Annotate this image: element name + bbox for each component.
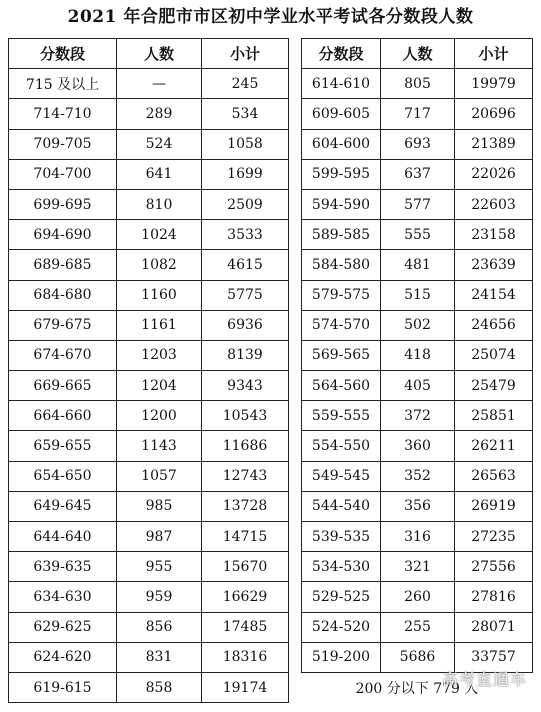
cell-subtotal: 4615 <box>202 250 289 280</box>
cell-score-range: 534-530 <box>302 552 381 582</box>
cell-score-range: 559-555 <box>302 401 381 431</box>
cell-score-range: 669-665 <box>9 371 117 401</box>
table-row <box>302 582 533 612</box>
cell-score-range: 704-700 <box>9 159 117 189</box>
table-row <box>302 69 533 99</box>
cell-subtotal: 28071 <box>455 612 533 642</box>
table-row <box>9 99 289 129</box>
cell-subtotal: 26919 <box>455 491 533 521</box>
cell-count: 805 <box>381 69 455 99</box>
table-row <box>302 250 533 280</box>
cell-count: 260 <box>381 582 455 612</box>
cell-subtotal: 20696 <box>455 99 533 129</box>
cell-count: 1057 <box>117 461 202 491</box>
cell-count: 1082 <box>117 250 202 280</box>
cell-score-range: 659-655 <box>9 431 117 461</box>
header-count: 人数 <box>117 39 202 69</box>
cell-score-range: 544-540 <box>302 491 381 521</box>
cell-count: 1203 <box>117 340 202 370</box>
table-row <box>9 461 289 491</box>
cell-subtotal: 27235 <box>455 522 533 552</box>
cell-count: 481 <box>381 250 455 280</box>
cell-count: 5686 <box>381 642 455 672</box>
table-row <box>9 642 289 672</box>
cell-score-range: 554-550 <box>302 431 381 461</box>
table-row <box>302 280 533 310</box>
cell-count: 856 <box>117 612 202 642</box>
table-row <box>9 310 289 340</box>
cell-subtotal: 27816 <box>455 582 533 612</box>
cell-subtotal: 26563 <box>455 461 533 491</box>
header-count: 人数 <box>381 39 455 69</box>
cell-count: 316 <box>381 522 455 552</box>
cell-count: 289 <box>117 99 202 129</box>
cell-score-range: 634-630 <box>9 582 117 612</box>
table-row <box>9 220 289 250</box>
cell-score-range: 594-590 <box>302 189 381 219</box>
cell-subtotal: 21389 <box>455 129 533 159</box>
cell-subtotal: 534 <box>202 99 289 129</box>
cell-score-range: 574-570 <box>302 310 381 340</box>
cell-count: 321 <box>381 552 455 582</box>
table-row <box>9 189 289 219</box>
page-title: 2021 年合肥市市区初中学业水平考试各分数段人数 <box>67 7 474 27</box>
table-header-row <box>9 39 289 69</box>
cell-subtotal: 9343 <box>202 371 289 401</box>
cell-subtotal: 3533 <box>202 220 289 250</box>
cell-score-range: 709-705 <box>9 129 117 159</box>
cell-score-range: 529-525 <box>302 582 381 612</box>
cell-score-range: 674-670 <box>9 340 117 370</box>
cell-score-range: 564-560 <box>302 371 381 401</box>
cell-subtotal: 15670 <box>202 552 289 582</box>
score-table-right <box>301 38 533 703</box>
table-row <box>302 491 533 521</box>
cell-count: 502 <box>381 310 455 340</box>
cell-subtotal: 19979 <box>455 69 533 99</box>
cell-subtotal: 17485 <box>202 612 289 642</box>
cell-count: 1200 <box>117 401 202 431</box>
cell-count: 360 <box>381 431 455 461</box>
cell-score-range: 644-640 <box>9 522 117 552</box>
cell-score-range: 549-545 <box>302 461 381 491</box>
cell-count: 524 <box>117 129 202 159</box>
cell-score-range: 679-675 <box>9 310 117 340</box>
cell-subtotal: 19174 <box>202 672 289 702</box>
cell-count: 352 <box>381 461 455 491</box>
cell-subtotal: 24154 <box>455 280 533 310</box>
cell-count: 1161 <box>117 310 202 340</box>
cell-count: 831 <box>117 642 202 672</box>
cell-subtotal: 23158 <box>455 220 533 250</box>
table-row <box>302 129 533 159</box>
cell-score-range: 539-535 <box>302 522 381 552</box>
cell-subtotal: 18316 <box>202 642 289 672</box>
cell-score-range: 684-680 <box>9 280 117 310</box>
cell-score-range: 609-605 <box>302 99 381 129</box>
table-row <box>302 371 533 401</box>
cell-score-range: 639-635 <box>9 552 117 582</box>
cell-subtotal: 22603 <box>455 189 533 219</box>
table-row <box>302 99 533 129</box>
cell-score-range: 614-610 <box>302 69 381 99</box>
table-row <box>9 250 289 280</box>
table-row <box>9 491 289 521</box>
cell-score-range: 579-575 <box>302 280 381 310</box>
table-row <box>9 552 289 582</box>
header-score-range: 分数段 <box>9 39 117 69</box>
table-row <box>9 159 289 189</box>
footer-note: 200 分以下 779 人 <box>302 672 533 702</box>
cell-score-range: 604-600 <box>302 129 381 159</box>
cell-subtotal: 25851 <box>455 401 533 431</box>
cell-count: 418 <box>381 340 455 370</box>
table-row <box>302 522 533 552</box>
cell-count: 955 <box>117 552 202 582</box>
table-row <box>302 220 533 250</box>
cell-subtotal: 12743 <box>202 461 289 491</box>
cell-subtotal: 2509 <box>202 189 289 219</box>
cell-subtotal: 23639 <box>455 250 533 280</box>
cell-subtotal: 8139 <box>202 340 289 370</box>
cell-subtotal: 25074 <box>455 340 533 370</box>
cell-count: 959 <box>117 582 202 612</box>
header-subtotal: 小计 <box>455 39 533 69</box>
table-row <box>302 552 533 582</box>
cell-score-range: 584-580 <box>302 250 381 280</box>
table-row <box>302 401 533 431</box>
cell-score-range: 589-585 <box>302 220 381 250</box>
cell-score-range: 599-595 <box>302 159 381 189</box>
cell-count: 356 <box>381 491 455 521</box>
cell-subtotal: 16629 <box>202 582 289 612</box>
cell-score-range: 694-690 <box>9 220 117 250</box>
cell-score-range: 654-650 <box>9 461 117 491</box>
cell-count: 1204 <box>117 371 202 401</box>
cell-subtotal: 27556 <box>455 552 533 582</box>
table-row <box>9 371 289 401</box>
cell-score-range: 624-620 <box>9 642 117 672</box>
cell-score-range: 519-200 <box>302 642 381 672</box>
table-row <box>302 612 533 642</box>
table-row <box>9 582 289 612</box>
cell-subtotal: 11686 <box>202 431 289 461</box>
cell-count: 1160 <box>117 280 202 310</box>
cell-count: 372 <box>381 401 455 431</box>
cell-subtotal: 26211 <box>455 431 533 461</box>
cell-subtotal: 1058 <box>202 129 289 159</box>
cell-subtotal: 10543 <box>202 401 289 431</box>
cell-score-range: 629-625 <box>9 612 117 642</box>
cell-score-range: 619-615 <box>9 672 117 702</box>
cell-subtotal: 33757 <box>455 642 533 672</box>
cell-subtotal: 24656 <box>455 310 533 340</box>
table-header-row <box>302 39 533 69</box>
cell-subtotal: 5775 <box>202 280 289 310</box>
table-row <box>302 461 533 491</box>
cell-count: 577 <box>381 189 455 219</box>
table-row <box>9 69 289 99</box>
cell-count: 515 <box>381 280 455 310</box>
table-row <box>9 522 289 552</box>
table-row <box>9 401 289 431</box>
cell-count: 985 <box>117 491 202 521</box>
cell-subtotal: 13728 <box>202 491 289 521</box>
cell-subtotal: 14715 <box>202 522 289 552</box>
cell-count: 717 <box>381 99 455 129</box>
cell-count: 555 <box>381 220 455 250</box>
cell-subtotal: 6936 <box>202 310 289 340</box>
watermark-text: 高考直通车 <box>441 670 527 689</box>
table-row <box>9 280 289 310</box>
header-subtotal: 小计 <box>202 39 289 69</box>
table-row <box>9 612 289 642</box>
table-row <box>302 431 533 461</box>
cell-score-range: 649-645 <box>9 491 117 521</box>
cell-count: 1143 <box>117 431 202 461</box>
table-row <box>302 159 533 189</box>
cell-count: 858 <box>117 672 202 702</box>
cell-score-range: 714-710 <box>9 99 117 129</box>
cell-score-range: 569-565 <box>302 340 381 370</box>
table-row <box>9 672 289 702</box>
cell-score-range: 664-660 <box>9 401 117 431</box>
cell-subtotal: 1699 <box>202 159 289 189</box>
cell-score-range: 715 及以上 <box>9 69 117 99</box>
cell-count: 255 <box>381 612 455 642</box>
cell-subtotal: 245 <box>202 69 289 99</box>
table-row <box>302 189 533 219</box>
cell-score-range: 689-685 <box>9 250 117 280</box>
table-row <box>9 431 289 461</box>
score-table-left <box>8 38 289 703</box>
cell-count: 1024 <box>117 220 202 250</box>
cell-count: 987 <box>117 522 202 552</box>
cell-score-range: 524-520 <box>302 612 381 642</box>
cell-count: — <box>117 69 202 99</box>
cell-score-range: 699-695 <box>9 189 117 219</box>
cell-count: 405 <box>381 371 455 401</box>
table-row <box>9 340 289 370</box>
cell-count: 810 <box>117 189 202 219</box>
table-row <box>302 340 533 370</box>
cell-count: 637 <box>381 159 455 189</box>
table-row <box>302 310 533 340</box>
cell-subtotal: 25479 <box>455 371 533 401</box>
cell-subtotal: 22026 <box>455 159 533 189</box>
cell-count: 693 <box>381 129 455 159</box>
header-score-range: 分数段 <box>302 39 381 69</box>
table-row <box>9 129 289 159</box>
cell-count: 641 <box>117 159 202 189</box>
